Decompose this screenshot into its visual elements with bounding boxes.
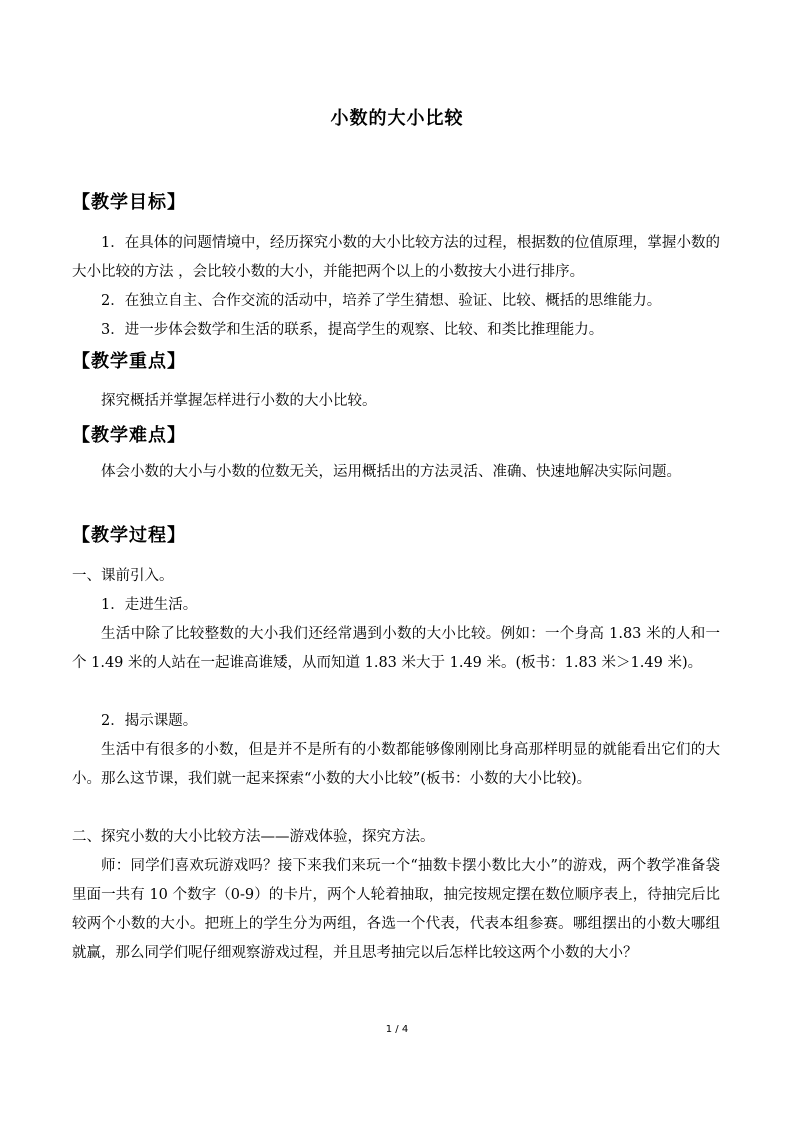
section-heading-objectives: 【教学目标】 (72, 192, 186, 213)
objective-item-1: 1．在具体的问题情境中，经历探究小数的大小比较方法的过程，根据数的位值原理，掌握小数的大小比较的方法 ，会比较小数的大小，并能把两个以上的小数按大小进行排序。 (72, 235, 720, 280)
section-heading-difficulties: 【教学难点】 (72, 425, 186, 446)
process-step2-title: 2．揭示课题。 (101, 713, 198, 729)
objective-item-2: 2．在独立自主、合作交流的活动中，培养了学生猜想、验证、比较、概括的思维能力。 (101, 293, 662, 309)
process-part2-text: 师：同学们喜欢玩游戏吗？接下来我们来玩一个“抽数卡摆小数比大小”的游戏，两个教学准备袋里面一共有 10 个数字（0-9）的卡片，两个人轮着抽取，抽完按规定摆在数位顺序表上，待抽完后比较两个小数的大小。把班上的学生分为两组，各选一个代表，代表本组参赛。哪组摆出的小数大哪组就赢，那么同学们呢仔细观察游戏过程，并且思考抽完以后怎样比较这两个小数的大小？ (72, 858, 720, 961)
process-step1-text: 生活中除了比较整数的大小我们还经常遇到小数的大小比较。例如：一个身高 1.83 米的人和一个 1.49 米的人站在一起谁高谁矮，从而知道 1.83 米大于 1.49 米。(板书：1.83 米＞1.49 米)。 (72, 626, 720, 671)
document-title: 小数的大小比较 (330, 108, 464, 129)
section-heading-process: 【教学过程】 (72, 525, 186, 546)
key-points-text: 探究概括并掌握怎样进行小数的大小比较。 (101, 393, 377, 409)
page-indicator: 1 / 4 (385, 1024, 409, 1035)
objective-item-3: 3．进一步体会数学和生活的联系，提高学生的观察、比较、和类比推理能力。 (101, 322, 604, 338)
difficulties-text: 体会小数的大小与小数的位数无关，运用概括出的方法灵活、准确、快速地解决实际问题。 (101, 464, 681, 480)
process-part2-title: 二、探究小数的大小比较方法——游戏体验，探究方法。 (72, 829, 435, 845)
process-part1-title: 一、课前引入。 (72, 568, 174, 584)
section-heading-key-points: 【教学重点】 (72, 351, 186, 372)
process-step2-text: 生活中有很多的小数，但是并不是所有的小数都能够像刚刚比身高那样明显的就能看出它们的大小。那么这节课，我们就一起来探索“小数的大小比较”(板书：小数的大小比较)。 (72, 742, 720, 787)
process-step1-title: 1．走进生活。 (101, 597, 198, 613)
